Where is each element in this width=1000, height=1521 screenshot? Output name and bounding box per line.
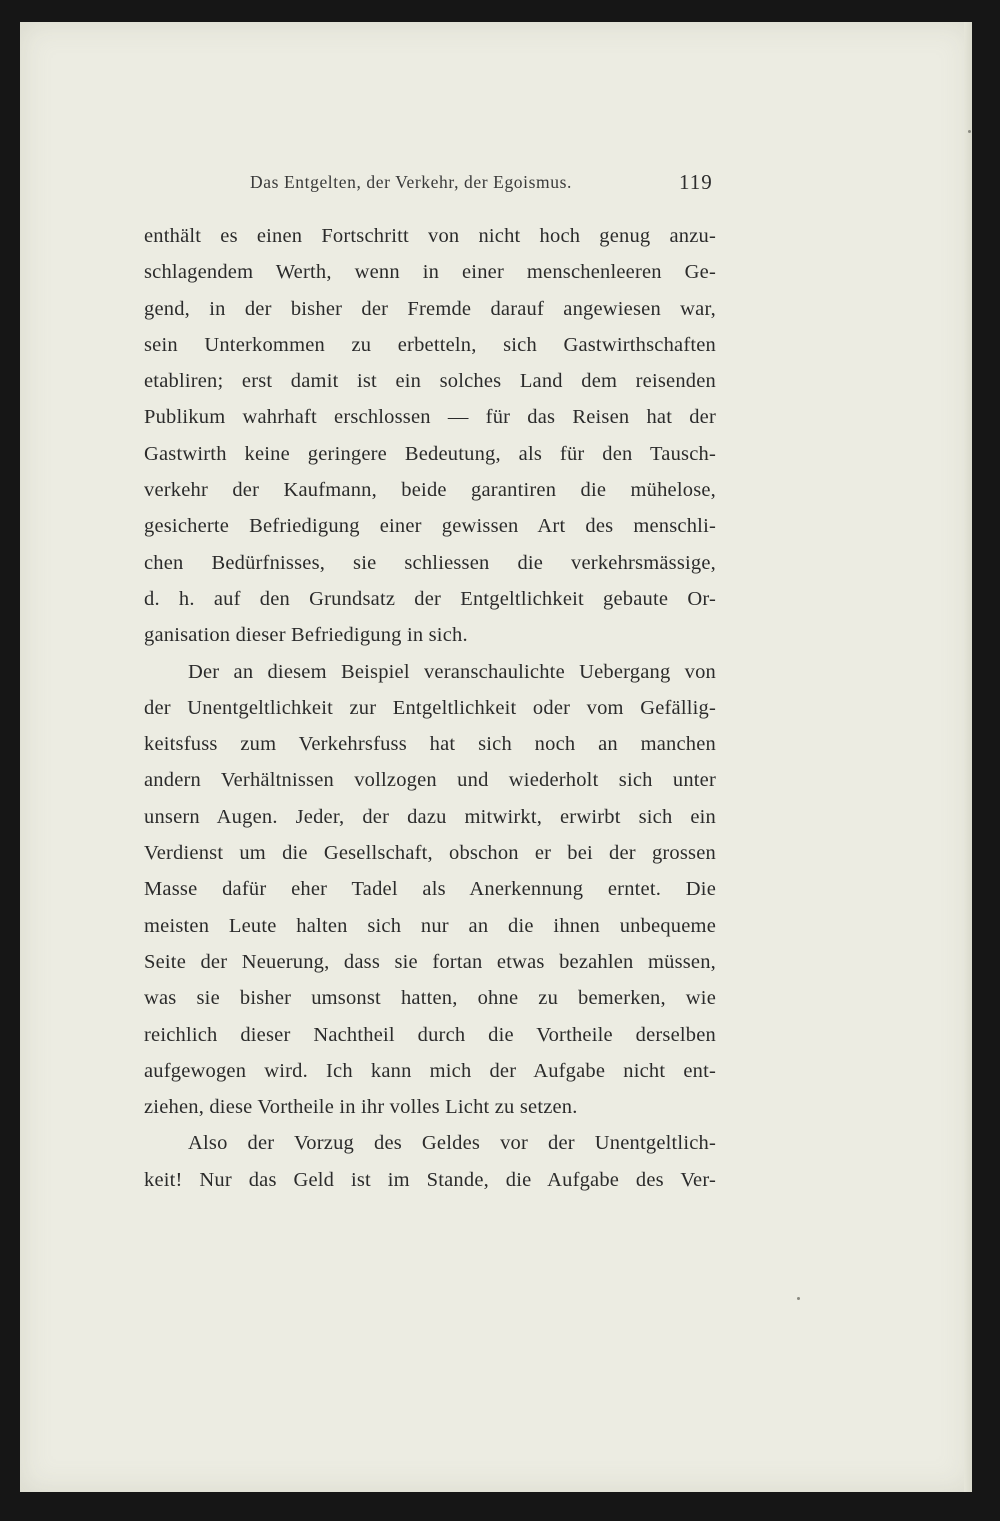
page-number: 119: [679, 170, 713, 194]
paragraph-1: [144, 218, 716, 654]
text-line: Seite der Neuerung, dass sie fortan etwas bezahlen müssen,: [144, 950, 716, 973]
page-edge: [964, 22, 972, 1492]
text-line: chen Bedürfnisses, sie schliessen die verkehrsmässige,: [144, 551, 716, 574]
text-line: verkehr der Kaufmann, beide garantiren die mühelose,: [144, 479, 716, 502]
text-line: unsern Augen. Jeder, der dazu mitwirkt, erwirbt sich ein: [144, 805, 716, 828]
text-line: der Unentgeltlichkeit zur Entgeltlichkeit oder vom Gefällig-: [144, 696, 716, 719]
text-line: Verdienst um die Gesellschaft, obschon er bei der grossen: [144, 842, 716, 865]
text-line: andern Verhältnissen vollzogen und wiederholt sich unter: [144, 769, 716, 792]
text-line: keit! Nur das Geld ist im Stande, die Aufgabe des Ver-: [144, 1168, 716, 1191]
text-line: gesicherte Befriedigung einer gewissen Art des menschli-: [144, 515, 716, 538]
text-line: Gastwirth keine geringere Bedeutung, als für den Tausch-: [144, 442, 716, 465]
text-line: d. h. auf den Grundsatz der Entgeltlichkeit gebaute Or-: [144, 587, 716, 610]
paragraph-2: [144, 654, 716, 1126]
text-line: meisten Leute halten sich nur an die ihnen unbequeme: [144, 914, 716, 937]
text-line: schlagendem Werth, wenn in einer menschenleeren Ge-: [144, 261, 716, 284]
body-text: [144, 218, 716, 1198]
text-line: reichlich dieser Nachtheil durch die Vortheile derselben: [144, 1023, 716, 1046]
text-line: sein Unterkommen zu erbetteln, sich Gastwirthschaften: [144, 333, 716, 356]
paper-speck: [968, 130, 971, 133]
text-line: etabliren; erst damit ist ein solches Land dem reisenden: [144, 370, 716, 393]
text-line: enthält es einen Fortschritt von nicht hoch genug anzu-: [144, 225, 716, 247]
text-line: Masse dafür eher Tadel als Anerkennung erntet. Die: [144, 878, 716, 901]
text-line: Publikum wahrhaft erschlossen — für das Reisen hat der: [144, 406, 716, 429]
text-line: Also der Vorzug des Geldes vor der Unentgeltlich-: [188, 1132, 716, 1155]
text-line: ziehen, diese Vortheile in ihr volles Licht zu setzen.: [144, 1096, 578, 1119]
text-line: gend, in der bisher der Fremde darauf angewiesen war,: [144, 297, 716, 320]
text-line: keitsfuss zum Verkehrsfuss hat sich noch an manchen: [144, 733, 716, 756]
paragraph-3: [144, 1125, 716, 1198]
paper-speck: [797, 1297, 800, 1300]
text-line: aufgewogen wird. Ich kann mich der Aufgabe nicht ent-: [144, 1059, 716, 1082]
text-line: was sie bisher umsonst hatten, ohne zu bemerken, wie: [144, 987, 716, 1010]
text-line: ganisation dieser Befriedigung in sich.: [144, 624, 468, 647]
text-line: Der an diesem Beispiel veranschaulichte Uebergang von: [188, 660, 716, 683]
running-head: Das Entgelten, der Verkehr, der Egoismus.: [250, 172, 572, 192]
